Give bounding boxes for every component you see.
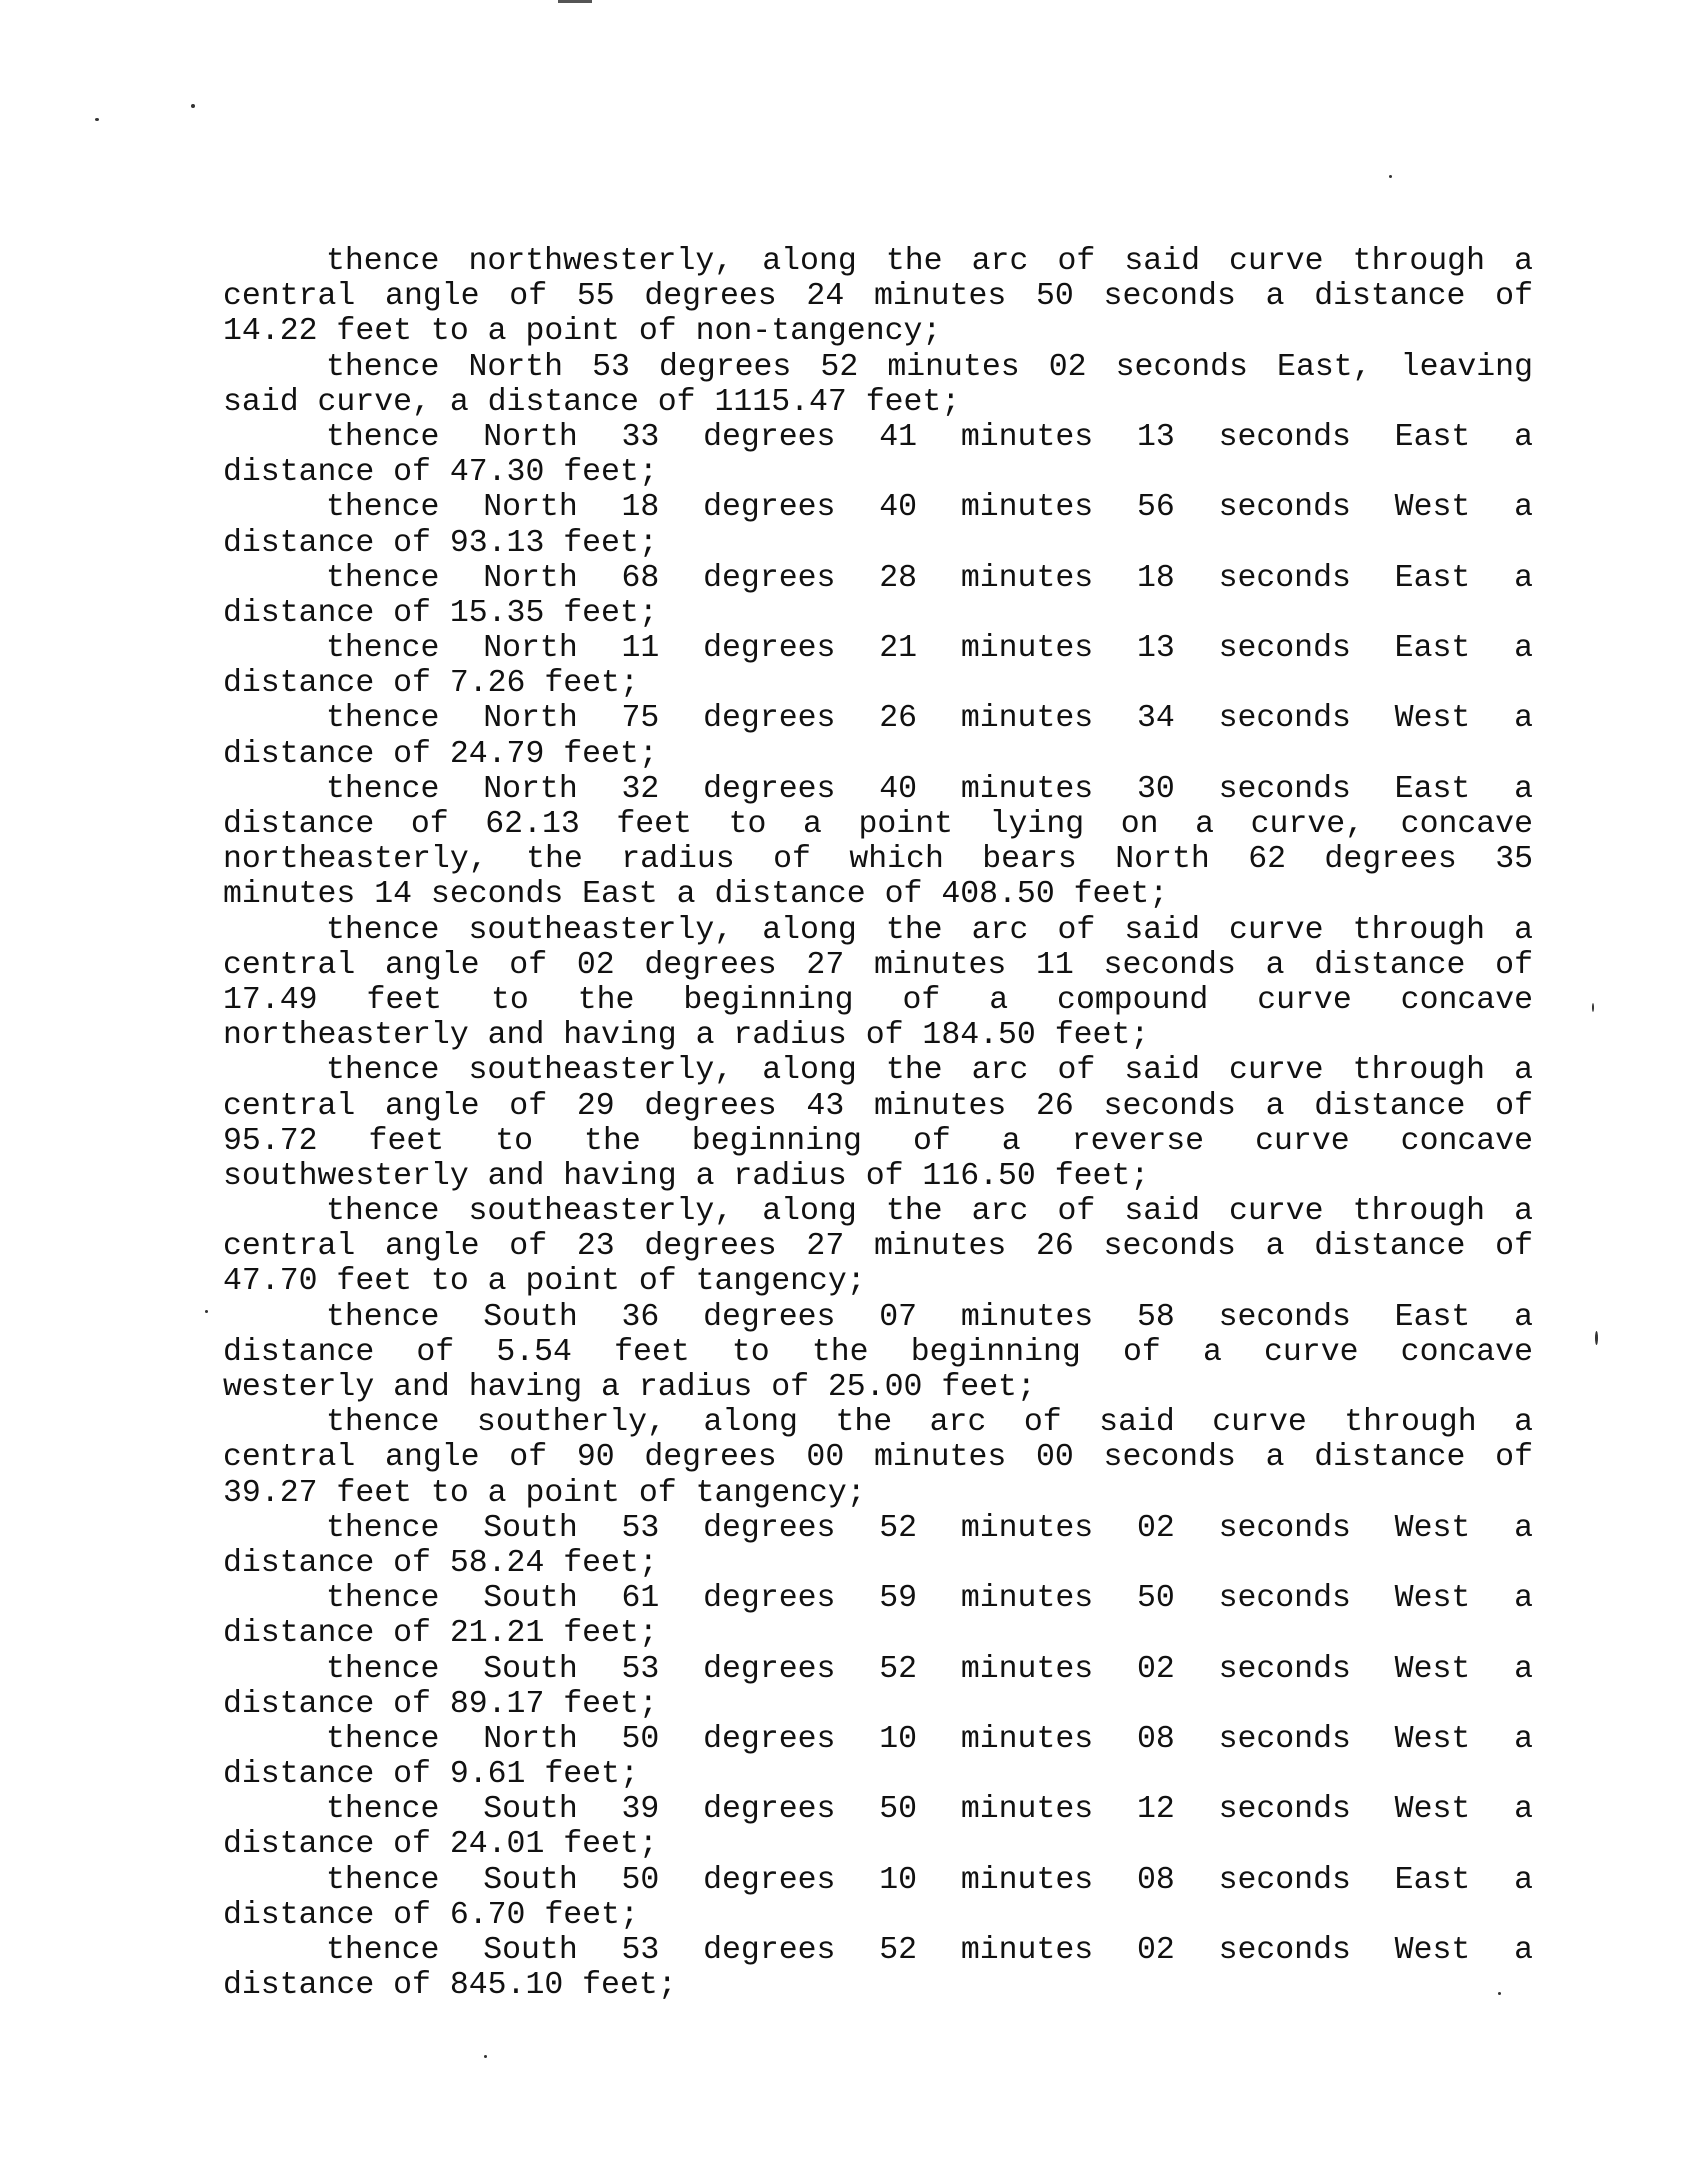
document-line: westerly and having a radius of 25.00 feet; <box>223 1370 1036 1405</box>
document-line: thence North 18 degrees 40 minutes 56 seconds West a <box>326 490 1533 526</box>
document-line: distance of 93.13 feet; <box>223 525 658 561</box>
document-line: central angle of 29 degrees 43 minutes 26 seconds a distance of <box>223 1088 1533 1124</box>
document-line: thence South 53 degrees 52 minutes 02 seconds West a <box>326 1933 1533 1968</box>
document-line: thence northwesterly, along the arc of said curve through a <box>326 244 1533 279</box>
document-line: 47.70 feet to a point of tangency; <box>223 1264 866 1300</box>
document-line: distance of 9.61 feet; <box>223 1757 639 1793</box>
document-line: thence North 50 degrees 10 minutes 08 seconds West a <box>326 1721 1533 1757</box>
document-line: thence South 61 degrees 59 minutes 50 seconds West a <box>326 1581 1533 1617</box>
document-line: distance of 15.35 feet; <box>223 595 658 631</box>
document-line: distance of 58.24 feet; <box>223 1545 658 1581</box>
document-line: thence South 36 degrees 07 minutes 58 seconds East a <box>326 1299 1533 1335</box>
document-line: thence North 11 degrees 21 minutes 13 seconds East a <box>326 631 1533 667</box>
scan-speck <box>1389 175 1392 178</box>
document-line: thence North 33 degrees 41 minutes 13 seconds East a <box>326 419 1533 455</box>
document-line: 95.72 feet to the beginning of a reverse curve concave <box>223 1123 1533 1159</box>
scan-speck <box>484 2055 487 2058</box>
document-line: distance of 6.70 feet; <box>223 1897 639 1933</box>
document-line: thence South 53 degrees 52 minutes 02 seconds West a <box>326 1510 1533 1546</box>
document-line: distance of 24.79 feet; <box>223 736 658 772</box>
scan-speck <box>1595 1331 1598 1345</box>
document-line: distance of 62.13 feet to a point lying on a curve, concave <box>223 807 1533 842</box>
document-line: thence North 75 degrees 26 minutes 34 seconds West a <box>326 701 1533 737</box>
legal-description-text <box>223 244 1533 2003</box>
document-line: distance of 24.01 feet; <box>223 1827 658 1863</box>
document-line: central angle of 23 degrees 27 minutes 26 seconds a distance of <box>223 1229 1533 1265</box>
document-line: distance of 845.10 feet; <box>223 1968 677 2004</box>
document-line: 39.27 feet to a point of tangency; <box>223 1475 866 1511</box>
document-line: central angle of 02 degrees 27 minutes 11 seconds a distance of <box>223 947 1533 983</box>
document-line: thence southeasterly, along the arc of said curve through a <box>326 1053 1533 1089</box>
document-line: thence southeasterly, along the arc of said curve through a <box>326 912 1533 948</box>
document-line: thence North 53 degrees 52 minutes 02 seconds East, leaving <box>326 349 1533 385</box>
document-line: central angle of 90 degrees 00 minutes 00 seconds a distance of <box>223 1440 1533 1476</box>
document-line: distance of 21.21 feet; <box>223 1616 658 1652</box>
document-line: distance of 7.26 feet; <box>223 666 639 702</box>
document-line: distance of 5.54 feet to the beginning of a curve concave <box>223 1334 1533 1370</box>
document-line: minutes 14 seconds East a distance of 408.50 feet; <box>223 877 1169 913</box>
document-line: northeasterly, the radius of which bears North 62 degrees 35 <box>223 842 1533 878</box>
document-line: distance of 47.30 feet; <box>223 455 658 491</box>
scan-mark <box>558 0 592 3</box>
document-line: distance of 89.17 feet; <box>223 1686 658 1722</box>
document-line: thence southeasterly, along the arc of said curve through a <box>326 1194 1533 1230</box>
document-line: central angle of 55 degrees 24 minutes 50 seconds a distance of <box>223 279 1533 315</box>
document-line: northeasterly and having a radius of 184.50 feet; <box>223 1018 1150 1054</box>
document-line: thence North 32 degrees 40 minutes 30 seconds East a <box>326 771 1533 807</box>
document-line: 17.49 feet to the beginning of a compound curve concave <box>223 982 1533 1018</box>
scan-speck <box>205 1310 208 1313</box>
document-line: thence North 68 degrees 28 minutes 18 seconds East a <box>326 560 1533 596</box>
document-line: thence South 53 degrees 52 minutes 02 seconds West a <box>326 1651 1533 1687</box>
document-line: 14.22 feet to a point of non-tangency; <box>223 314 942 350</box>
document-line: thence South 39 degrees 50 minutes 12 seconds West a <box>326 1792 1533 1828</box>
document-line: thence southerly, along the arc of said curve through a <box>326 1405 1533 1441</box>
scan-speck <box>191 104 195 108</box>
scan-speck <box>95 118 99 121</box>
document-line: said curve, a distance of 1115.47 feet; <box>223 384 961 420</box>
scan-speck <box>1592 1003 1594 1012</box>
document-line: thence South 50 degrees 10 minutes 08 seconds East a <box>326 1862 1533 1898</box>
document-line: southwesterly and having a radius of 116.50 feet; <box>223 1158 1150 1194</box>
